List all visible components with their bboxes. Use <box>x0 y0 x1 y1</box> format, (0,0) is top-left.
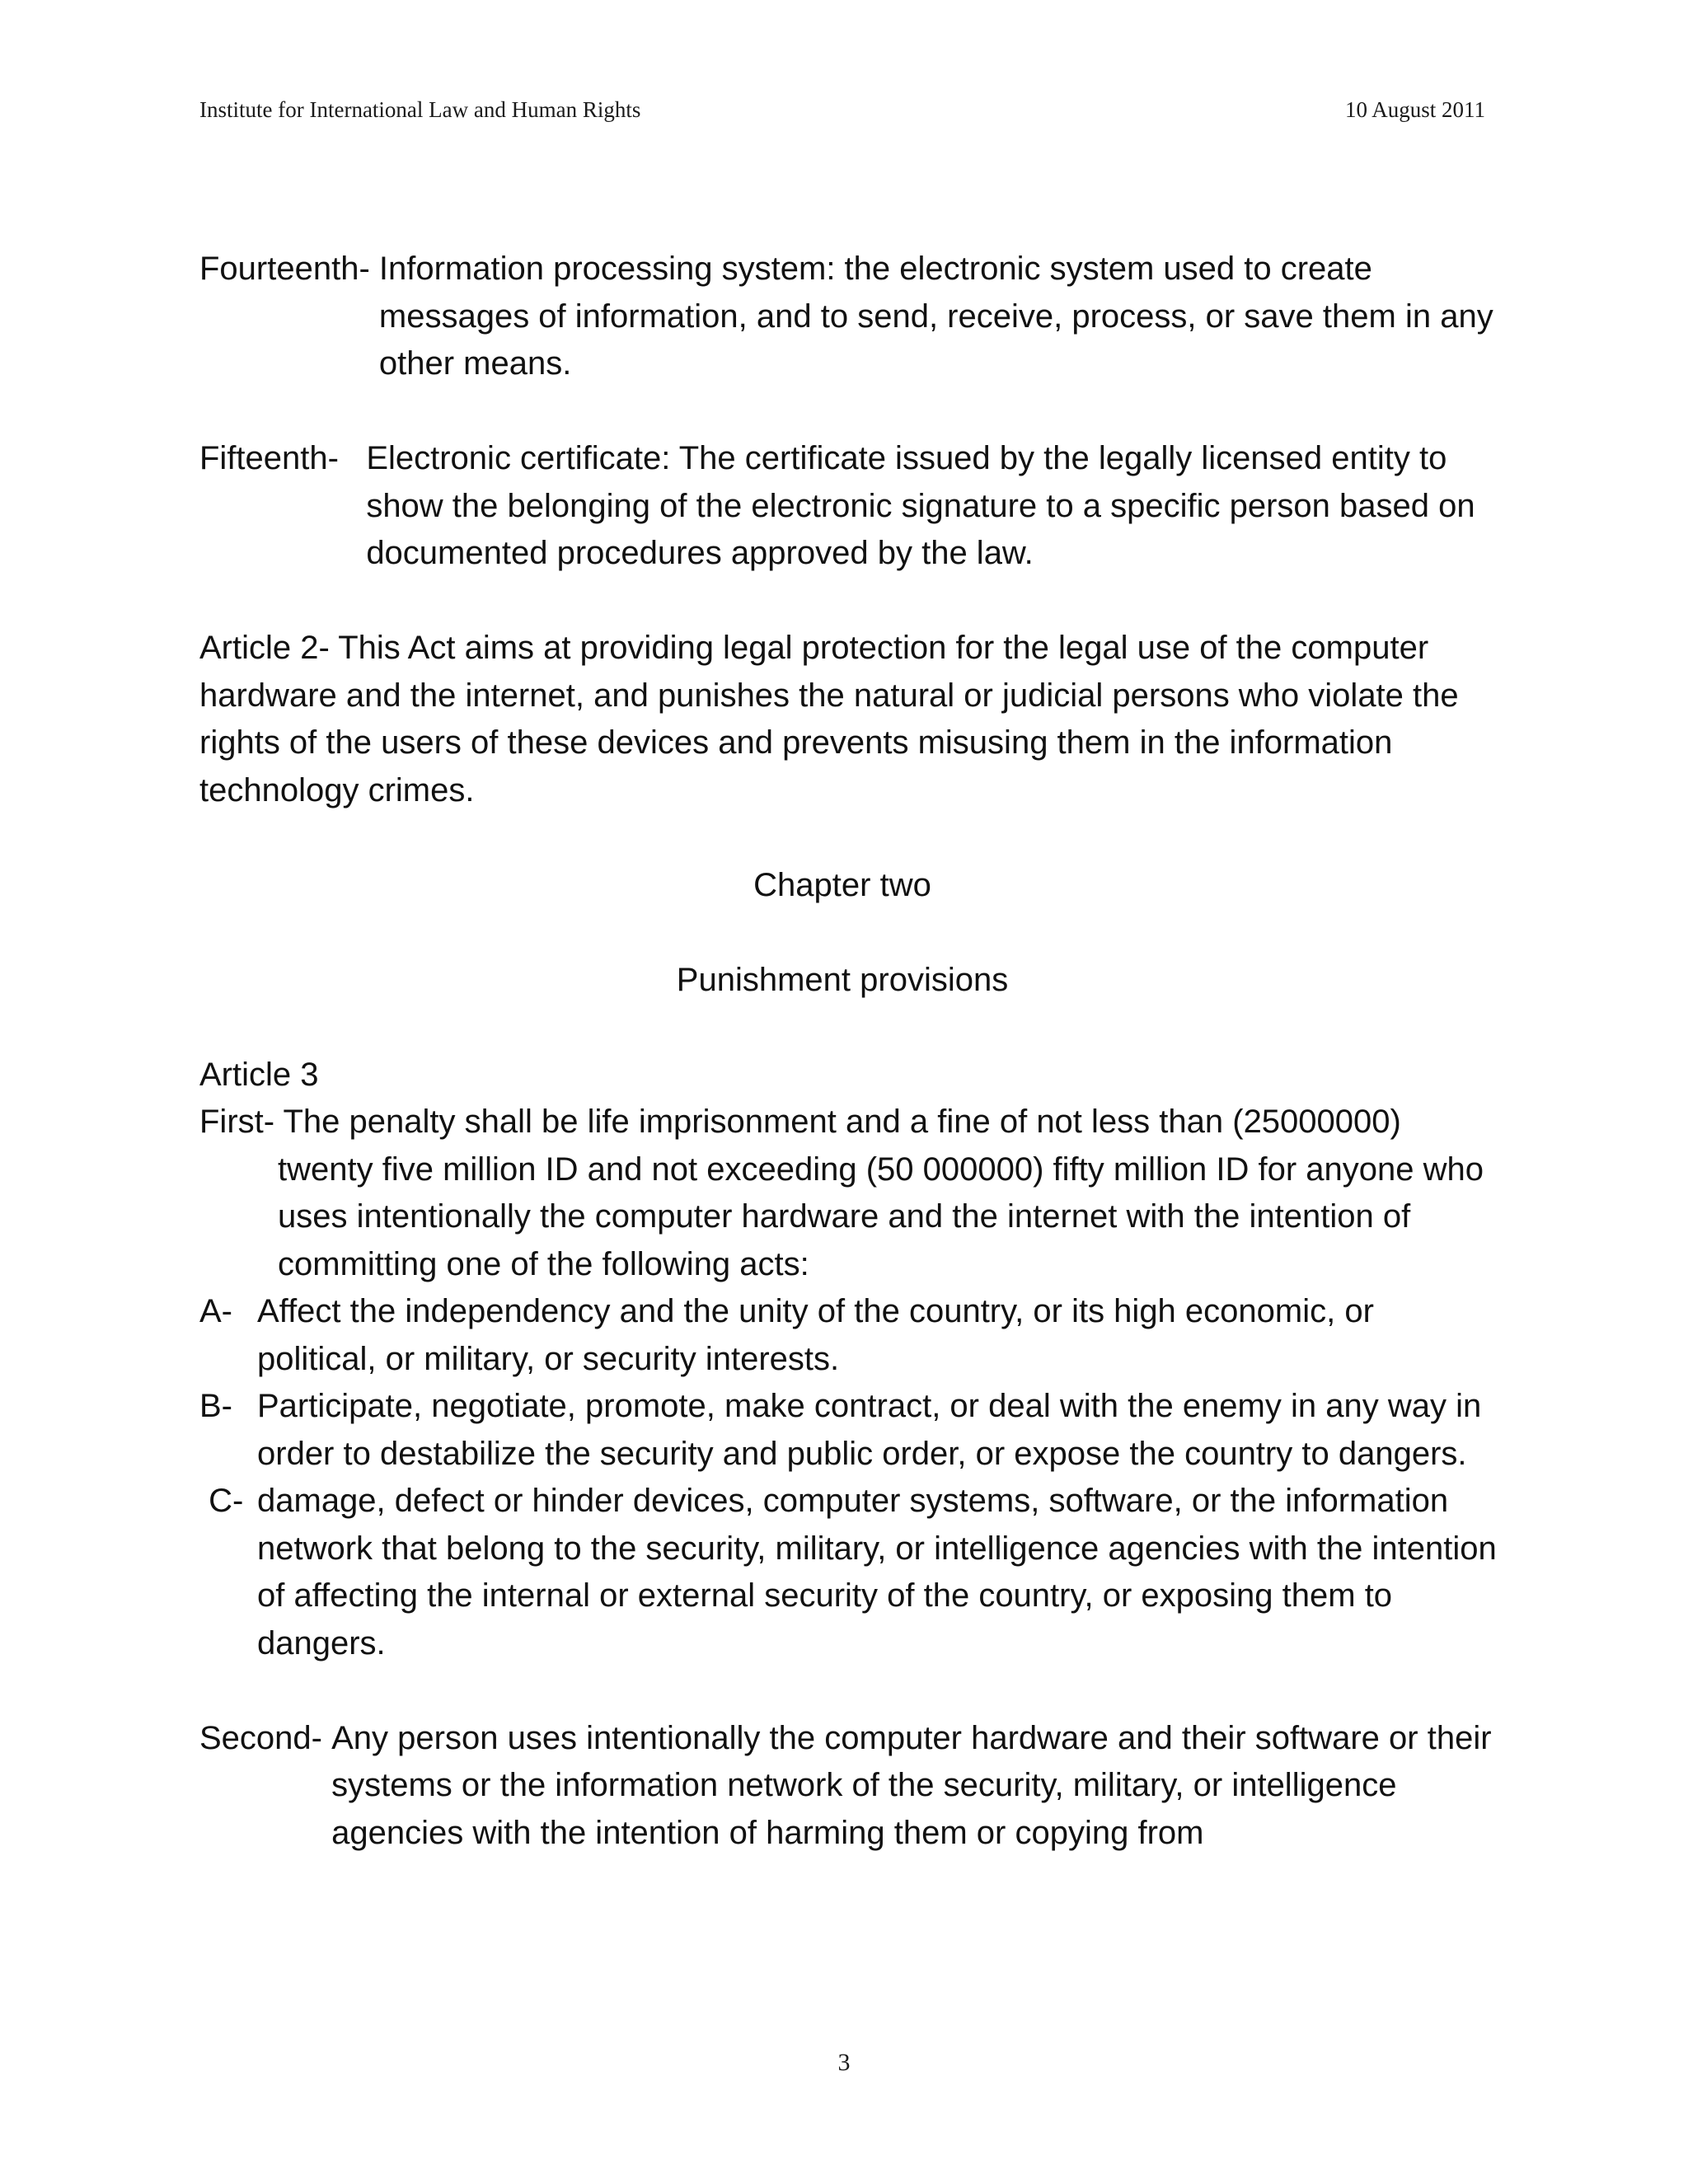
list-item <box>199 1383 1502 1478</box>
definition-text: Electronic certificate: The certificate issued by the legally licensed entity to show the belonging of the electronic signature to a specific person based on documented procedures approved by the law. <box>366 440 1475 571</box>
chapter-title: Chapter two <box>753 866 931 903</box>
article-3-items <box>199 1288 1502 1667</box>
definition-fourteenth <box>199 246 1502 388</box>
body-text <box>199 246 1502 1857</box>
second-text: Any person uses intentionally the computer hardware and their software or their systems or the information network of the security, military, or intelligence agencies with the intention of harming them or copying from <box>331 1719 1492 1851</box>
chapter-subtitle: Punishment provisions <box>676 961 1009 998</box>
list-item-text: Participate, negotiate, promote, make contract, or deal with the enemy in any way in order to destabilize the security and public order, or expose the country to dangers. <box>257 1388 1482 1472</box>
list-item <box>199 1288 1502 1383</box>
article-3-first: First- The penalty shall be life imprisonment and a fine of not less than (25000000) twenty five million ID and not exceeding (50 000000) fifty million ID for anyone who uses intentionally the computer hardware and the internet with the intention of committing one of the following acts: <box>199 1104 1484 1282</box>
second-label: Second- <box>199 1719 332 1756</box>
header-date: 10 August 2011 <box>1344 97 1485 122</box>
list-item-text: damage, defect or hinder devices, computer systems, software, or the information network that belong to the security, military, or intelligence agencies with the intention of affecting the internal or external security of the country, or exposing them to dangers. <box>257 1483 1497 1661</box>
list-item <box>199 1478 1502 1667</box>
page-number: 3 <box>837 2049 851 2076</box>
list-item-label: C- <box>199 1483 253 1519</box>
definition-label: Fourteenth- <box>199 251 379 287</box>
definition-text: Information processing system: the electronic system used to create messages of information, and to send, receive, process, or save them in any other means. <box>378 251 1493 382</box>
article-3-title: Article 3 <box>199 1056 319 1093</box>
article-2: Article 2- This Act aims at providing legal protection for the legal use of the computer hardware and the internet, and punishes the natural or judicial persons who violate the rights of the users of these devices and prevents misusing them in the information technology crimes. <box>199 630 1459 808</box>
list-item-label: B- <box>199 1388 242 1424</box>
list-item-text: Affect the independency and the unity of the country, or its high economic, or political, or military, or security interests. <box>257 1293 1374 1377</box>
definition-label: Fifteenth- <box>199 440 367 476</box>
definition-fifteenth <box>199 435 1502 578</box>
header-institute: Institute for International Law and Human Rights <box>199 97 641 122</box>
list-item-label: A- <box>199 1293 260 1329</box>
article-3-second <box>199 1715 1502 1858</box>
